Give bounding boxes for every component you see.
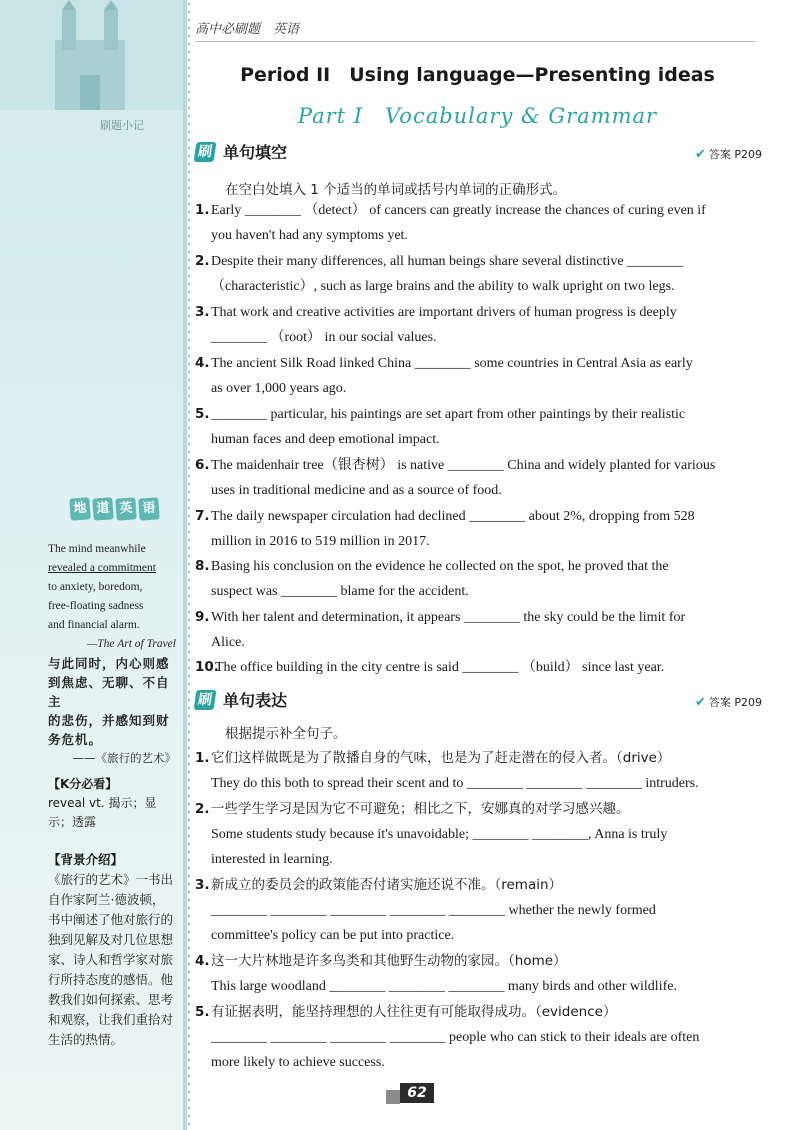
- question-number: 1.: [195, 202, 210, 218]
- idiom-banner: [70, 498, 170, 522]
- part-title: Part I Vocabulary & Grammar: [297, 104, 658, 128]
- question-line: （characteristic）, such as large brains and the ability to walk upright on two legs.: [211, 279, 675, 294]
- sidebar: [0, 0, 183, 1130]
- section-heading: [195, 140, 287, 163]
- question-line: With her talent and determination, it appears ________ the sky could be the limit for: [211, 610, 686, 625]
- question-line: million in 2016 to 519 million in 2017.: [211, 534, 430, 549]
- answer-reference[interactable]: [695, 694, 762, 710]
- question-line: uses in traditional medicine and as a source of food.: [211, 483, 502, 498]
- banner-char: 语: [138, 497, 159, 520]
- background-intro: [48, 850, 176, 1050]
- question-line: Alice.: [211, 635, 245, 650]
- question-line: suspect was ________ blame for the accident.: [211, 584, 469, 599]
- question-line: That work and creative activities are important drivers of human progress is deeply: [211, 305, 677, 320]
- question-item: [195, 453, 760, 503]
- answer-label: 答案 P209: [708, 696, 762, 709]
- answer-label: 答案 P209: [708, 148, 762, 161]
- question-number: 2.: [195, 253, 210, 269]
- question-line: The ancient Silk Road linked China ________ some countries in Central Asia as early: [211, 356, 693, 371]
- quote-zh-line: 与此同时，内心则感: [48, 656, 170, 671]
- question-number: 4.: [195, 355, 210, 371]
- section-title: 单句表达: [223, 691, 288, 710]
- k-heading: 【K分必看】: [48, 777, 118, 791]
- banner-char: 地: [69, 497, 90, 520]
- sidebar-caption: 刷题小记: [100, 119, 144, 132]
- question-item: [195, 746, 760, 796]
- question-number: 5.: [195, 406, 210, 422]
- question-number: 4.: [195, 953, 210, 969]
- question-line: 新成立的委员会的政策能否付诸实施还说不准。（remain）: [211, 877, 563, 893]
- check-icon: ✔: [694, 695, 706, 710]
- question-number: 6.: [195, 457, 210, 473]
- question-line: more likely to achieve success.: [211, 1055, 385, 1070]
- question-item: [195, 198, 760, 248]
- question-line: The daily newspaper circulation had declined ________ about 2%, dropping from 528: [211, 509, 695, 524]
- quote-en-line: revealed a commitment: [48, 562, 156, 574]
- quote-en-line: and financial alarm.: [48, 619, 140, 631]
- question-number: 5.: [195, 1004, 210, 1020]
- question-line: 它们这样做既是为了散播自身的气味，也是为了赶走潜在的侵入者。（drive）: [211, 750, 671, 766]
- question-line: Basing his conclusion on the evidence he collected on the spot, he proved that the: [211, 559, 669, 574]
- question-number: 9.: [195, 609, 210, 625]
- period-title: Period II Using language—Presenting ideas: [240, 64, 715, 86]
- question-line: ________ ________ ________ ________ ________ whether the newly formed: [211, 903, 656, 918]
- page-number-decoration: [386, 1090, 400, 1104]
- question-item: [195, 655, 760, 680]
- k-body: reveal vt. 揭示；显示；透露: [48, 796, 157, 829]
- check-icon: ✔: [694, 147, 706, 162]
- question-number: 8.: [195, 558, 210, 574]
- answer-reference[interactable]: [695, 146, 762, 162]
- bg-body: 《旅行的艺术》一书出自作家阿兰·德波顿，书中阐述了他对旅行的独到见解及对几位思想家、诗人和哲学家对旅行所持态度的感悟。他教我们如何探索、思考和观察，让我们重拾对生活的热情。: [48, 872, 174, 1047]
- question-item: [195, 402, 760, 452]
- question-line: Early ________ （detect） of cancers can greatly increase the chances of curing even if: [211, 203, 706, 218]
- question-item: [195, 797, 760, 872]
- brush-badge: 刷: [194, 690, 217, 710]
- banner-char: 英: [115, 497, 136, 520]
- question-line: 一些学生学习是因为它不可避免；相比之下，安娜真的对学习感兴趣。: [211, 801, 630, 817]
- page-number: 62: [400, 1083, 434, 1103]
- instruction: 在空白处填入 1 个适当的单词或括号内单词的正确形式。: [225, 182, 567, 198]
- question-item: [195, 504, 760, 554]
- brush-badge: 刷: [194, 142, 217, 162]
- quote-en-line: to anxiety, boredom,: [48, 581, 143, 593]
- question-item: [195, 949, 760, 999]
- question-line: ________ particular, his paintings are set apart from other paintings by their realistic: [211, 407, 686, 422]
- question-item: [195, 1000, 760, 1075]
- quote-en-line: The mind meanwhile: [48, 543, 146, 555]
- quote-en-line: free-floating sadness: [48, 600, 144, 612]
- banner-char: 道: [92, 497, 113, 520]
- dot-strip: [186, 0, 192, 1130]
- church-illustration: [0, 0, 183, 150]
- question-line: Some students study because it's unavoidable; ________ ________, Anna is truly: [211, 827, 668, 842]
- quote-zh-line: 到焦虑、无聊、不自主: [48, 675, 170, 709]
- question-item: [195, 249, 760, 299]
- question-line: 这一大片林地是许多鸟类和其他野生动物的家园。（home）: [211, 953, 567, 969]
- question-number: 10.: [195, 659, 219, 675]
- question-line: This large woodland ________ ________ ________ many birds and other wildlife.: [211, 979, 677, 994]
- header-tab: 高中必刷题 英语: [195, 18, 755, 42]
- question-number: 1.: [195, 750, 210, 766]
- question-line: ________ ________ ________ ________ people who can stick to their ideals are often: [211, 1030, 700, 1045]
- question-item: [195, 300, 760, 350]
- question-line: The maidenhair tree（银杏树） is native ________ China and widely planted for various: [211, 458, 716, 473]
- question-item: [195, 554, 760, 604]
- section-heading: [195, 688, 287, 711]
- question-line: you haven't had any symptoms yet.: [211, 228, 408, 243]
- sidebar-quote: [48, 540, 176, 768]
- question-line: The office building in the city centre is said ________ （build） since last year.: [215, 660, 665, 675]
- question-item: [195, 873, 760, 948]
- question-number: 3.: [195, 304, 210, 320]
- question-line: interested in learning.: [211, 852, 333, 867]
- quote-source: —The Art of Travel: [87, 638, 176, 650]
- question-line: Despite their many differences, all human beings share several distinctive ________: [211, 254, 684, 269]
- question-line: ________ （root） in our social values.: [211, 330, 437, 345]
- question-line: 有证据表明，能坚持理想的人往往更有可能取得成功。（evidence）: [211, 1004, 617, 1020]
- question-line: as over 1,000 years ago.: [211, 381, 347, 396]
- question-number: 2.: [195, 801, 210, 817]
- quote-zh-line: 的悲伤，并感知到财: [48, 713, 170, 728]
- quote-zh-source: ——《旅行的艺术》: [72, 751, 176, 765]
- question-number: 7.: [195, 508, 210, 524]
- question-line: committee's policy can be put into practice.: [211, 928, 455, 943]
- bg-heading: 【背景介绍】: [48, 852, 124, 867]
- question-line: human faces and deep emotional impact.: [211, 432, 440, 447]
- quote-zh-line: 务危机。: [48, 732, 103, 747]
- question-number: 3.: [195, 877, 210, 893]
- instruction: 根据提示补全句子。: [225, 726, 347, 742]
- section-title: 单句填空: [223, 143, 288, 162]
- question-line: They do this both to spread their scent and to ________ ________ ________ intruders.: [211, 776, 699, 791]
- k-must-see: [48, 775, 176, 832]
- question-item: [195, 351, 760, 401]
- question-item: [195, 605, 760, 655]
